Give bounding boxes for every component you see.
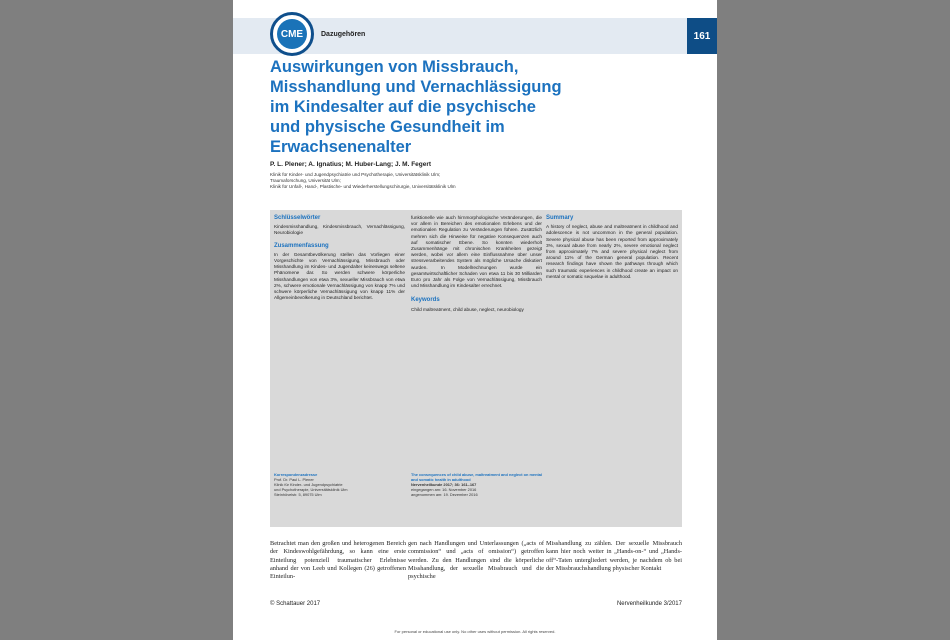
english-title-block	[411, 472, 542, 497]
received-date: eingegangen am: 16. November 2016	[411, 487, 477, 492]
title-line: Auswirkungen von Missbrauch,	[270, 58, 519, 76]
accepted-date: angenommen am: 19. Dezember 2016	[411, 492, 478, 497]
abstract-box	[270, 210, 682, 527]
affiliation: Traumaforschung, Universität Ulm;	[270, 178, 341, 183]
abstract-column-mid	[411, 215, 542, 313]
correspondence-heading: Korrespondenzadresse	[274, 472, 318, 477]
body-column-1: Betrachtet man den großen und heterogenen Bereich der Kindeswohlgefährdung, so kann eine erste Einteilung potenziell traumatischer Erlebnisse anhand der von Leeb und Kollegen (26) getroffenen Einteilun-	[270, 540, 406, 581]
abstract-column-de	[274, 215, 405, 301]
title-line: im Kindesalter auf die psychische	[270, 98, 536, 116]
journal-page	[233, 0, 717, 640]
affiliation: Klinik für Unfall-, Hand-, Plastische- und Wiederherstellungschirurgie, Universitätsklinik Ulm	[270, 184, 456, 189]
cme-badge-label: CME	[277, 19, 307, 49]
correspondence-block	[274, 472, 405, 497]
correspondence-line: und Psychotherapie, Universitätsklinik Ulm	[274, 487, 348, 492]
section-label: Dazugehören	[321, 31, 366, 38]
correspondence-line: Prof. Dr. Paul L. Plener	[274, 477, 314, 482]
title-line: Misshandlung und Vernachlässigung	[270, 78, 562, 96]
footer-copyright: © Schattauer 2017	[270, 601, 321, 607]
body-column-3: Misshandlung zu zählen. Der sexuelle Missbrauch kann hier noch weiter in „Hands-on-“ und „Hands-off“-Taten untergliedert werden, je nachdem ob bei der Missbrauchshandlung physischer Kontakt	[546, 540, 682, 572]
title-line: Erwachsenenalter	[270, 138, 412, 156]
personal-use-notice: For personal or educational use only. No other uses without permission. All rights reserved.	[394, 629, 556, 634]
zusammenfassung-continued: funktionelle wie auch hirnmorphologische Veränderungen, die vor allem in Bereichen des emotionalen Erlebens und der emotionalen Regulation zu Veränderungen führen. Zusätzlich mehren sich die Hinweise für negative Konsequenzen auch auf somatischer Ebene. So konnten wiederholt Zusammenhänge mit chronischen Krankheiten gezeigt werden, wobei vor allem eine Einflussnahme über unser stressverarbeitendes System als mögliche Ursache diskutiert wurden. In Modellrechnungen wurde ein gesamtwirtschaftlicher Schaden von etwa 11 bis 30 Milliarden Euro pro Jahr als Folge von Vernachlässigung, Missbrauch und Misshandlung im Kindesalter errechnet.	[411, 215, 542, 289]
footer-journal-issue: Nervenheilkunde 3/2017	[616, 601, 682, 607]
keywords-de-heading: Schlüsselwörter	[274, 215, 321, 221]
abstract-column-en	[546, 215, 678, 280]
correspondence-line: Klinik für Kinder- und Jugendpsychiatrie	[274, 482, 343, 487]
author-list: P. L. Plener; A. Ignatius; M. Huber-Lang; J. M. Fegert	[270, 161, 432, 168]
correspondence-line: Steinhövelstr. 5, 89075 Ulm	[274, 492, 322, 497]
keywords-en-heading: Keywords	[411, 297, 440, 304]
cme-badge	[270, 12, 314, 56]
affiliation: Klinik für Kinder- und Jugendpsychiatrie und Psychotherapie, Universitätsklinik Ulm;	[270, 172, 441, 177]
article-title	[270, 57, 600, 157]
page-number: 161	[687, 18, 717, 54]
title-line: und physische Gesundheit im	[270, 118, 505, 136]
body-column-2: gen nach Handlungen und Unterlassungen („acts of commission“ und „acts of omission“) getroffen werden. Zu den Handlungen sind die körperliche Misshandlung, der sexuelle Missbrauch und die psychische	[408, 540, 544, 581]
summary-heading: Summary	[546, 215, 574, 221]
zusammenfassung-heading: Zusammenfassung	[274, 242, 329, 249]
english-title: The consequences of child abuse, maltreatment and neglect on mental and somatic health in adulthood	[411, 472, 543, 482]
journal-citation: Nervenheilkunde 2017; 36: 161–167	[411, 482, 477, 487]
keywords-en: Child maltreatment, child abuse, neglect, neurobiology	[411, 306, 524, 312]
keywords-de: Kindesmisshandlung, Kindesmissbrauch, Vernachlässigung, Neurobiologie	[274, 224, 405, 236]
summary-text: A history of neglect, abuse and maltreatment in childhood and adolescence is not uncommon in the general population. Severe physical abuse has been reported from approximately 3%, sexual abuse from nearly 2%, severe emotional neglect from approximately 7% and severe physical neglect from around 11% of the German general population. Recent research findings have shown the pathways through which such traumatic experiences in childhood create an impact on mental or somatic sequelae in adulthood.	[546, 224, 678, 279]
zusammenfassung-text: In der Gesamtbevölkerung stellen das Vorliegen einer Vorgeschichte von Vernachlässigung, Missbrauch oder Misshandlung im Kindes- und Jugendalter keineswegs seltene Phänomene dar. So werden schwere körperliche Misshandlungen von etwa 3%, sexueller Missbrauch von etwa 2%, schwere emotionale Vernachlässigung von knapp 7% und schwere körperliche Vernachlässigung von knapp 11% der Allgemeinbevölkerung in Deutschland berichtet.	[274, 251, 405, 301]
